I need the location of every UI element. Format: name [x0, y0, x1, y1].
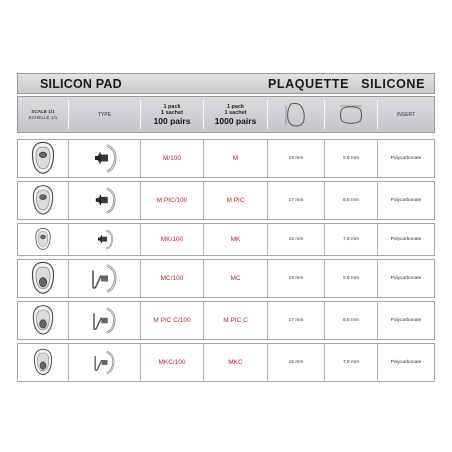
- scale-label: SCALE 1/1: [31, 108, 55, 114]
- pad-image-cell: [18, 224, 68, 255]
- table-row: [17, 343, 435, 382]
- header-type: [69, 97, 140, 132]
- width-cell: [324, 140, 377, 177]
- width-value: 9,5 mm: [343, 156, 359, 161]
- title-bar: [17, 73, 435, 94]
- screw-mount-icon: [83, 140, 127, 177]
- push-on-pad-icon: [23, 344, 63, 381]
- ref1000-value: MK: [230, 236, 241, 243]
- ref1000-cell: [203, 344, 267, 381]
- push-on-pad-icon: [23, 302, 63, 339]
- title-left: SILICON PAD: [40, 77, 122, 91]
- push-on-mount-icon: [83, 260, 127, 297]
- insert-cell: [377, 140, 434, 177]
- header-pack1000: [204, 97, 267, 132]
- ref1000-cell: [203, 302, 267, 339]
- echelle-label: ECHELLE 1/1: [28, 114, 58, 120]
- width-value: 7,8 mm: [343, 360, 359, 365]
- screw-mount-icon: [83, 224, 127, 255]
- ref1000-value: MKC: [228, 359, 243, 366]
- length-value: 15 mm: [288, 237, 304, 242]
- push-on-mount-icon: [83, 302, 127, 339]
- length-cell: [267, 260, 324, 297]
- length-value: 19 mm: [288, 156, 304, 161]
- length-cell: [267, 182, 324, 219]
- type-image-cell: [68, 302, 140, 339]
- pad-image-cell: [18, 302, 68, 339]
- header-scale: [18, 97, 68, 132]
- width-cell: [324, 344, 377, 381]
- type-image-cell: [68, 140, 140, 177]
- width-cell: [324, 182, 377, 219]
- title-right: PLAQUETTE SILICONE: [268, 77, 426, 91]
- insert-cell: [377, 344, 434, 381]
- length-value: 17 mm: [288, 318, 304, 323]
- pad-image-cell: [18, 182, 68, 219]
- type-image-cell: [68, 260, 140, 297]
- ref100-cell: [140, 224, 203, 255]
- ref1000-cell: [203, 182, 267, 219]
- insert-value: Polycarbonate: [390, 276, 422, 281]
- screw-in-pad-icon: [23, 182, 63, 219]
- type-image-cell: [68, 182, 140, 219]
- pad-image-cell: [18, 344, 68, 381]
- screw-in-pad-icon: [23, 224, 63, 255]
- ref100-cell: [140, 140, 203, 177]
- width-cell: [324, 260, 377, 297]
- length-cell: [267, 224, 324, 255]
- ref1000-value: M: [232, 155, 239, 162]
- width-value: 7,8 mm: [343, 237, 359, 242]
- ref1000-cell: [203, 260, 267, 297]
- screw-mount-icon: [83, 182, 127, 219]
- type-label: TYPE: [97, 111, 112, 118]
- length-cell: [267, 344, 324, 381]
- insert-cell: [377, 182, 434, 219]
- width-cell: [324, 224, 377, 255]
- insert-cell: [377, 260, 434, 297]
- pad-image-cell: [18, 260, 68, 297]
- header-width: [325, 97, 377, 132]
- table-row: [17, 259, 435, 298]
- ref100-value: MC/100: [160, 275, 184, 282]
- ref100-cell: [140, 182, 203, 219]
- width-cell: [324, 302, 377, 339]
- length-value: 15 mm: [288, 360, 304, 365]
- table-header: [17, 96, 435, 133]
- table-row: [17, 139, 435, 178]
- length-value: 19 mm: [288, 276, 304, 281]
- pack100-line3: 100 pairs: [153, 115, 191, 126]
- pad-image-cell: [18, 140, 68, 177]
- width-value: 8,5 mm: [343, 318, 359, 323]
- type-image-cell: [68, 224, 140, 255]
- pack1000-line3: 1000 pairs: [214, 115, 257, 126]
- header-pack100: [141, 97, 203, 132]
- insert-cell: [377, 224, 434, 255]
- pad-length-outline-icon: [285, 102, 307, 128]
- width-value: 9,5 mm: [343, 276, 359, 281]
- ref1000-value: M PIC C: [223, 317, 248, 324]
- ref100-cell: [140, 344, 203, 381]
- pack100-line1: 1 pack: [163, 103, 181, 110]
- type-image-cell: [68, 344, 140, 381]
- insert-value: Polycarbonate: [390, 318, 422, 323]
- length-value: 17 mm: [288, 198, 304, 203]
- pack100-line2: 1 sachet: [160, 109, 183, 116]
- table-row: [17, 181, 435, 220]
- ref1000-cell: [203, 224, 267, 255]
- ref100-cell: [140, 260, 203, 297]
- push-on-pad-icon: [23, 260, 63, 297]
- header-insert: [378, 97, 434, 132]
- insert-cell: [377, 302, 434, 339]
- header-length: [268, 97, 324, 132]
- insert-value: Polycarbonate: [390, 198, 422, 203]
- ref1000-value: M PIC: [226, 197, 245, 204]
- ref100-cell: [140, 302, 203, 339]
- ref100-value: M PIC C/100: [153, 317, 191, 324]
- length-cell: [267, 140, 324, 177]
- length-cell: [267, 302, 324, 339]
- insert-value: Polycarbonate: [390, 360, 422, 365]
- pack1000-line2: 1 sachet: [224, 109, 247, 116]
- ref1000-cell: [203, 140, 267, 177]
- ref1000-value: MC: [230, 275, 241, 282]
- pad-width-outline-icon: [337, 105, 365, 125]
- table-row: [17, 223, 435, 256]
- insert-label: INSERT: [396, 111, 416, 118]
- insert-value: Polycarbonate: [390, 156, 422, 161]
- ref100-value: MK/100: [160, 236, 184, 243]
- insert-value: Polycarbonate: [390, 237, 422, 242]
- ref100-value: M/100: [162, 155, 182, 162]
- width-value: 8,5 mm: [343, 198, 359, 203]
- screw-in-pad-icon: [23, 140, 63, 177]
- ref100-value: M PIC/100: [156, 197, 188, 204]
- push-on-mount-icon: [83, 344, 127, 381]
- ref100-value: MKC/100: [158, 359, 186, 366]
- pack1000-line1: 1 pack: [226, 103, 245, 110]
- table-row: [17, 301, 435, 340]
